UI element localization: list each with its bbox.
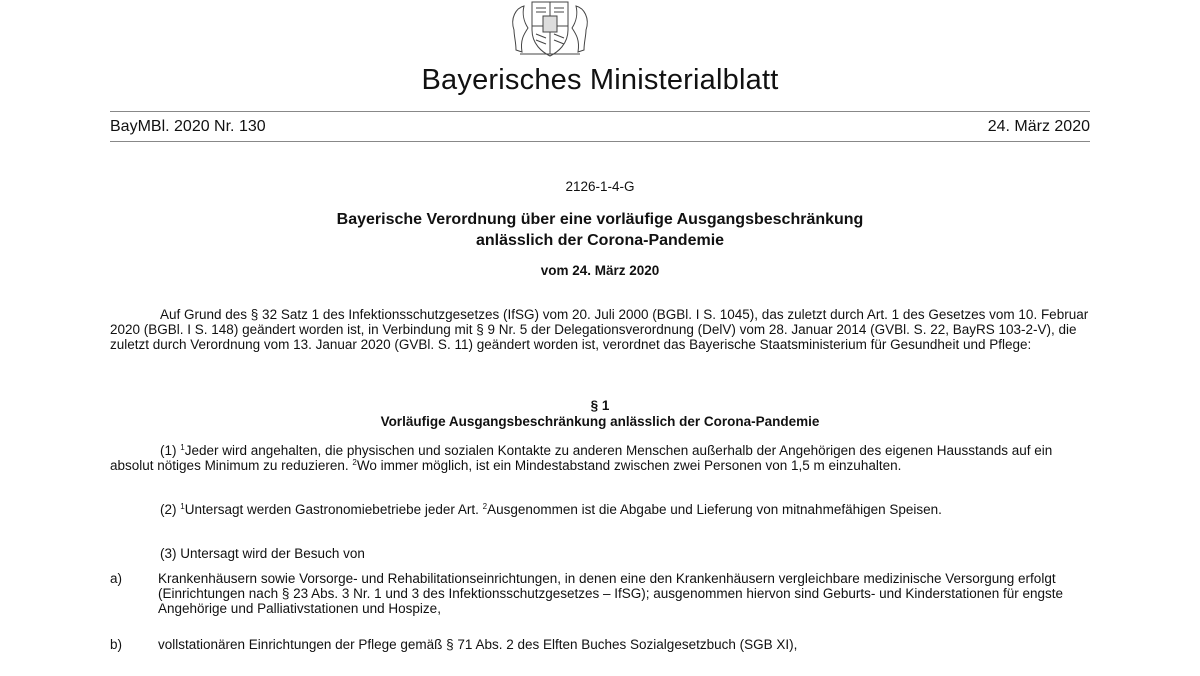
paragraph-2 bbox=[110, 502, 1090, 517]
document-code: 2126-1-4-G bbox=[565, 179, 635, 194]
document-title-line-2: anlässlich der Corona-Pandemie bbox=[475, 232, 725, 249]
issue-date: 24. März 2020 bbox=[987, 118, 1090, 135]
sentence-number: 2 bbox=[482, 502, 488, 511]
section-number: § 1 bbox=[590, 398, 610, 413]
section-title: Vorläufige Ausgangsbeschränkung anlässlich der Corona-Pandemie bbox=[380, 414, 820, 429]
paragraph-1-text-1: Jeder wird angehalten, die physischen und sozialen Kontakte zu anderen Menschen außerhalb der Angehörigen des eigenen Hausstands auf ein absolut nötiges Minimum zu reduzieren. bbox=[110, 443, 1053, 474]
document-date-line: vom 24. März 2020 bbox=[540, 263, 660, 278]
paragraph-2-text-1: Untersagt werden Gastronomiebetriebe jeder Art. bbox=[184, 502, 479, 517]
header-divider-top bbox=[110, 111, 1090, 112]
paragraph-3 bbox=[110, 546, 1090, 561]
issue-number: BayMBl. 2020 Nr. 130 bbox=[110, 118, 266, 135]
paragraph-1-text-2: Wo immer möglich, ist ein Mindestabstand zwischen zwei Personen von 1,5 m einzuhalten. bbox=[356, 458, 902, 474]
sentence-number: 2 bbox=[352, 458, 357, 468]
paragraph-1-number: (1) bbox=[160, 443, 177, 458]
document-title bbox=[0, 209, 1200, 251]
list-item-label: b) bbox=[110, 637, 123, 652]
sentence-number: 1 bbox=[180, 502, 185, 511]
header-divider-bottom bbox=[110, 141, 1090, 142]
preamble-text: Auf Grund des § 32 Satz 1 des Infektionsschutzgesetzes (IfSG) vom 20. Juli 2000 (BGBl. I S. 1045), das zuletzt durch Art. 1 des Gesetzes vom 10. Februar 2020 (BGBl. I S. 148) geändert worden ist, in Verbindung mit § 9 Nr. 5 der Delegationsverordnung (DelV) vom 28. Januar 2014 (GVBl. S. 22, BayRS 103-2-V), die zuletzt durch Verordnung vom 13. Januar 2020 (GVBl. S. 11) geändert worden ist, verordnet das Bayerische Staatsministerium für Gesundheit und Pflege: bbox=[110, 307, 1089, 353]
paragraph-1 bbox=[110, 443, 1090, 473]
document-title-line-1: Bayerische Verordnung über eine vorläufige Ausgangsbeschränkung bbox=[336, 211, 864, 228]
list-item-text: Krankenhäusern sowie Vorsorge- und Rehabilitationseinrichtungen, in denen eine den Krankenhäusern vergleichbare medizinische Versorgung erfolgt (Einrichtungen nach § 23 Abs. 3 Nr. 1 und 3 des Infektionsschutzgesetzes – IfSG); ausgenommen hiervon sind Geburts- und Kinderstationen für engste Angehörige und Palliativstationen und Hospize, bbox=[158, 571, 1064, 617]
paragraph-2-number: (2) bbox=[160, 502, 177, 517]
list-item-text: vollstationären Einrichtungen der Pflege gemäß § 71 Abs. 2 des Elften Buches Sozialgesetzbuch (SGB XI), bbox=[158, 637, 798, 652]
sentence-number: 1 bbox=[180, 443, 185, 452]
paragraph-3-text: (3) Untersagt wird der Besuch von bbox=[160, 546, 365, 561]
preamble-paragraph bbox=[110, 307, 1090, 353]
list-item-label: a) bbox=[110, 571, 123, 586]
masthead-title: Bayerisches Ministerialblatt bbox=[421, 64, 779, 96]
bavarian-coat-of-arms-icon bbox=[510, 0, 590, 58]
paragraph-2-text-2: Ausgenommen ist die Abgabe und Lieferung von mitnahmefähigen Speisen. bbox=[487, 502, 942, 517]
